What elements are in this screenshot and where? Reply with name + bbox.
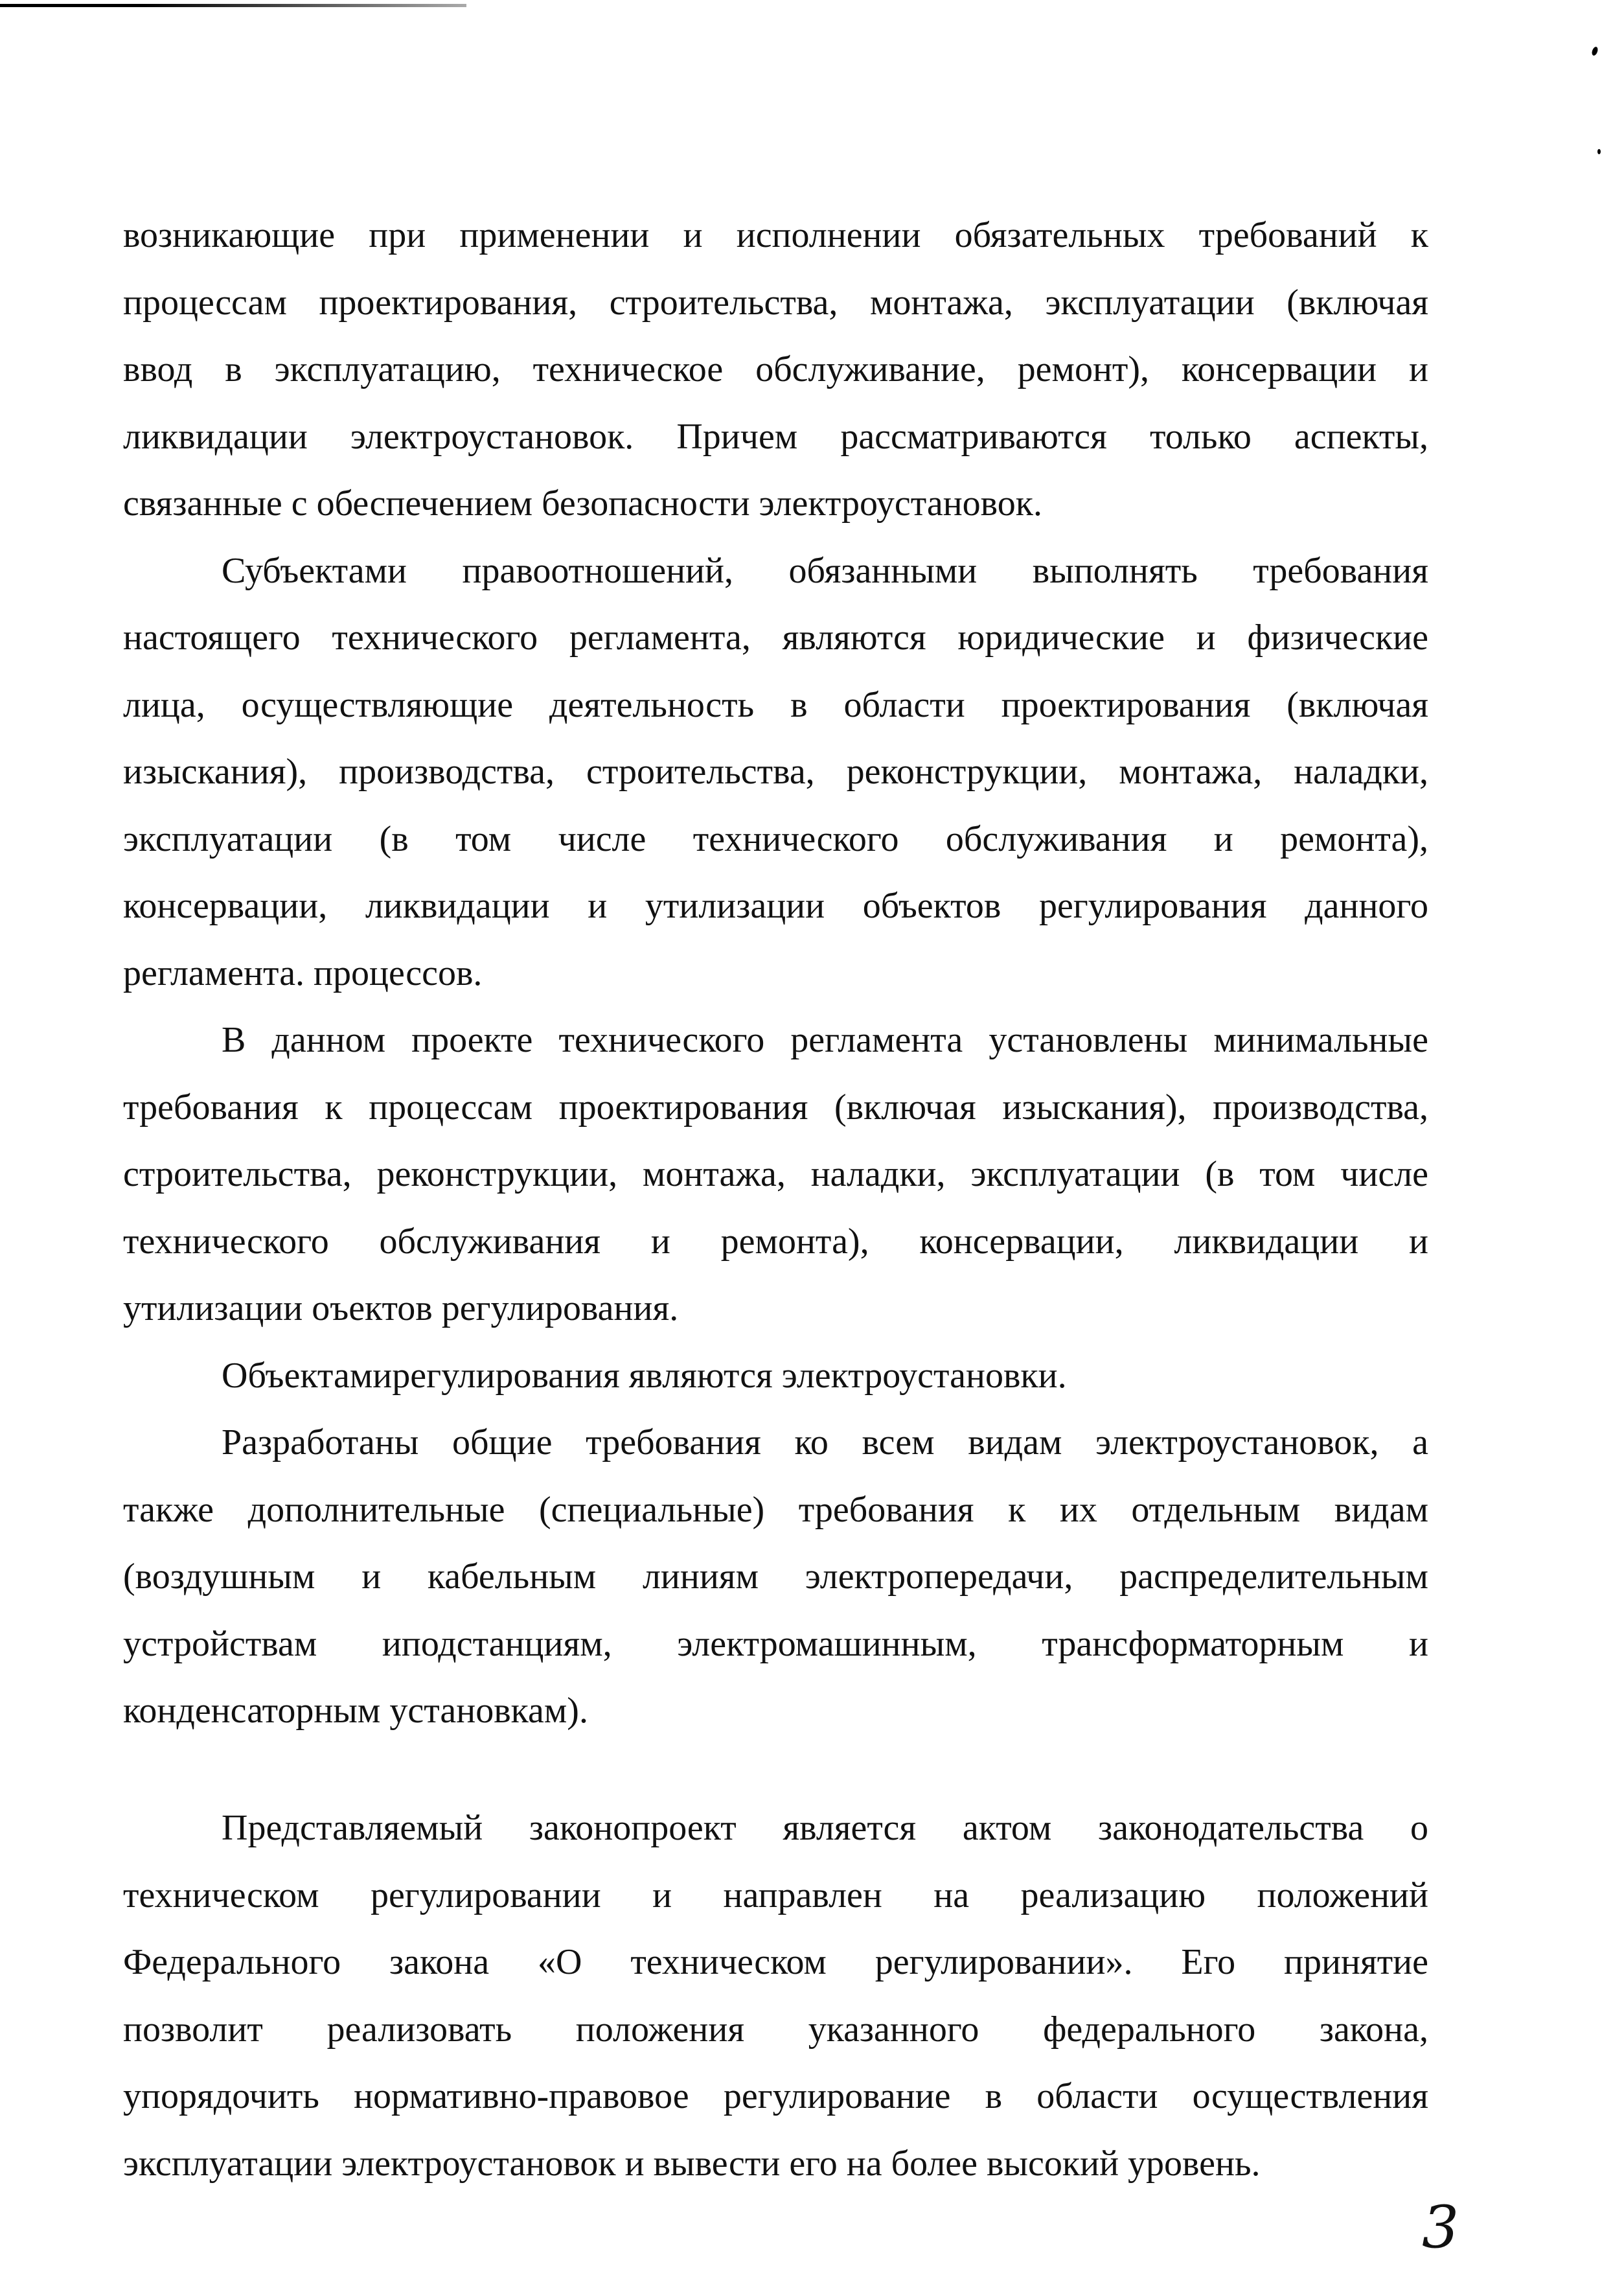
paragraph bbox=[123, 1795, 1428, 2197]
text-line: технического обслуживания и ремонта), консервации, ликвидации и bbox=[123, 1221, 1428, 1262]
text-line: позволит реализовать положения указанного федерального закона, bbox=[123, 2009, 1428, 2050]
text-line: также дополнительные (специальные) требования к их отдельным видам bbox=[123, 1489, 1428, 1530]
text-line: ликвидации электроустановок. Причем рассматриваются только аспекты, bbox=[123, 416, 1428, 457]
text-line: требования к процессам проектирования (включая изыскания), производства, bbox=[123, 1087, 1428, 1127]
paragraph bbox=[123, 1007, 1428, 1343]
page-number: 3 bbox=[1422, 2193, 1459, 2261]
text-line: Субъектами правоотношений, обязанными выполнять требования bbox=[222, 550, 1428, 591]
text-line: устройствам иподстанциям, электромашинным, трансформаторным и bbox=[123, 1623, 1428, 1664]
text-line: Объектамирегулирования являются электроустановки. bbox=[222, 1355, 1067, 1396]
text-line: (воздушным и кабельным линиям электропередачи, распределительным bbox=[123, 1556, 1428, 1597]
text-line: эксплуатации электроустановок и вывести его на более высокий уровень. bbox=[123, 2143, 1261, 2184]
scan-speck bbox=[1591, 46, 1599, 56]
text-line: ввод в эксплуатацию, техническое обслуживание, ремонт), консервации и bbox=[123, 349, 1428, 389]
text-line: строительства, реконструкции, монтажа, наладки, эксплуатации (в том числе bbox=[123, 1154, 1428, 1194]
text-line: процессам проектирования, строительства, монтажа, эксплуатации (включая bbox=[123, 282, 1428, 323]
paragraph bbox=[123, 1409, 1428, 1745]
top-rule bbox=[0, 4, 466, 7]
text-line: Разработаны общие требования ко всем видам электроустановок, а bbox=[222, 1422, 1428, 1462]
text-line: утилизации оъектов регулирования. bbox=[123, 1288, 679, 1328]
text-line: эксплуатации (в том числе технического обслуживания и ремонта), bbox=[123, 818, 1428, 859]
final-paragraph bbox=[123, 1795, 1428, 2197]
text-line: конденсаторным установкам). bbox=[123, 1691, 588, 1731]
text-line: изыскания), производства, строительства, реконструкции, монтажа, наладки, bbox=[123, 752, 1428, 792]
text-line: консервации, ликвидации и утилизации объектов регулирования данного bbox=[123, 886, 1428, 926]
text-line: техническом регулировании и направлен на реализацию положений bbox=[123, 1875, 1428, 1915]
text-line: Федерального закона «О техническом регулировании». Его принятие bbox=[123, 1942, 1428, 1982]
paragraph bbox=[123, 202, 1428, 538]
text-line: упорядочить нормативно-правовое регулирование в области осуществления bbox=[123, 2076, 1428, 2116]
text-line: Представляемый законопроект является актом законодательства о bbox=[222, 1808, 1428, 1848]
paragraph bbox=[123, 538, 1428, 1008]
text-line: настоящего технического регламента, являются юридические и физические bbox=[123, 618, 1428, 658]
text-line: возникающие при применении и исполнении обязательных требований к bbox=[123, 215, 1428, 255]
paragraph bbox=[123, 1343, 1428, 1410]
text-line: В данном проекте технического регламента установлены минимальные bbox=[222, 1020, 1428, 1060]
text-line: связанные с обеспечением безопасности электроустановок. bbox=[123, 483, 1042, 524]
body-text bbox=[123, 202, 1428, 1745]
text-line: лица, осуществляющие деятельность в области проектирования (включая bbox=[123, 684, 1428, 725]
scan-speck bbox=[1597, 149, 1601, 154]
text-line: регламента. процессов. bbox=[123, 953, 483, 993]
